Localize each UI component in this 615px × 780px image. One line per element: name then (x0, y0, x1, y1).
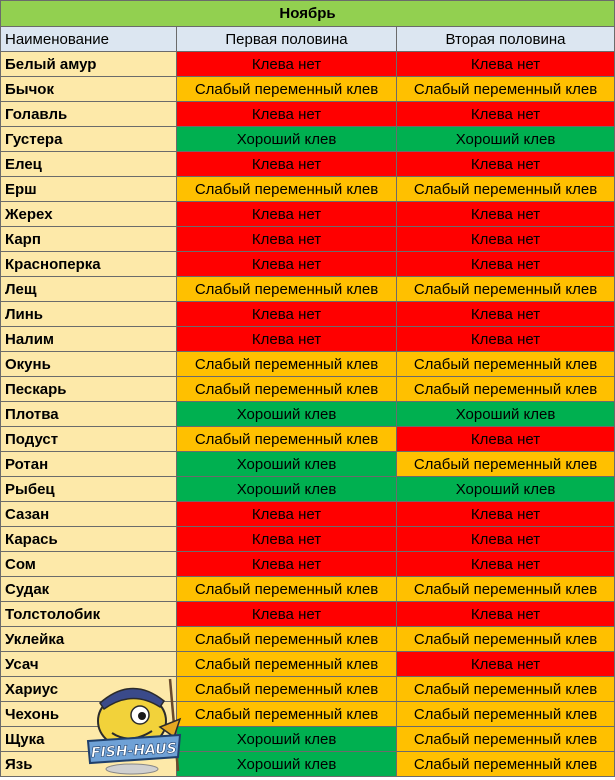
fish-name-cell: Линь (1, 302, 177, 327)
table-row (0, 177, 615, 202)
first-half-cell: Слабый переменный клев (177, 277, 397, 302)
second-half-cell: Слабый переменный клев (397, 377, 615, 402)
second-half-cell: Клева нет (397, 502, 615, 527)
fish-name-cell: Щука (1, 727, 177, 752)
second-half-cell: Слабый переменный клев (397, 727, 615, 752)
month-title: Ноябрь (0, 0, 615, 27)
first-half-cell: Хороший клев (177, 127, 397, 152)
first-half-cell: Клева нет (177, 102, 397, 127)
fish-name-cell: Толстолобик (1, 602, 177, 627)
second-half-cell: Клева нет (397, 302, 615, 327)
fish-name-cell: Окунь (1, 352, 177, 377)
second-half-cell: Слабый переменный клев (397, 677, 615, 702)
table-row (0, 352, 615, 377)
fish-name-cell: Бычок (1, 77, 177, 102)
fish-name-cell: Чехонь (1, 702, 177, 727)
first-half-cell: Клева нет (177, 252, 397, 277)
fish-name-cell: Красноперка (1, 252, 177, 277)
second-half-cell: Клева нет (397, 327, 615, 352)
second-half-cell: Клева нет (397, 152, 615, 177)
second-half-cell: Слабый переменный клев (397, 452, 615, 477)
second-half-cell: Клева нет (397, 102, 615, 127)
fish-name-cell: Жерех (1, 202, 177, 227)
fish-name-cell: Пескарь (1, 377, 177, 402)
table-row (0, 52, 615, 77)
table-header-row (0, 27, 615, 52)
second-half-cell: Слабый переменный клев (397, 627, 615, 652)
table-row (0, 627, 615, 652)
second-half-cell: Клева нет (397, 652, 615, 677)
fish-name-cell: Ротан (1, 452, 177, 477)
first-half-cell: Слабый переменный клев (177, 352, 397, 377)
first-half-cell: Клева нет (177, 152, 397, 177)
fish-name-cell: Уклейка (1, 627, 177, 652)
second-half-cell: Клева нет (397, 427, 615, 452)
first-half-cell: Слабый переменный клев (177, 77, 397, 102)
second-half-cell: Клева нет (397, 52, 615, 77)
table-row (0, 252, 615, 277)
fish-name-cell: Налим (1, 327, 177, 352)
second-half-cell: Клева нет (397, 527, 615, 552)
first-half-cell: Слабый переменный клев (177, 652, 397, 677)
fish-name-cell: Судак (1, 577, 177, 602)
fish-name-cell: Карп (1, 227, 177, 252)
fish-mascot-icon (82, 675, 186, 775)
first-half-cell: Клева нет (177, 552, 397, 577)
header-name: Наименование (1, 27, 177, 52)
first-half-cell: Хороший клев (177, 402, 397, 427)
second-half-cell: Слабый переменный клев (397, 77, 615, 102)
table-row (0, 552, 615, 577)
table-row (0, 577, 615, 602)
fish-name-cell: Язь (1, 752, 177, 777)
first-half-cell: Хороший клев (177, 477, 397, 502)
header-second-half: Вторая половина (397, 27, 615, 52)
fish-name-cell: Лещ (1, 277, 177, 302)
header-first-half: Первая половина (177, 27, 397, 52)
table-row (0, 452, 615, 477)
first-half-cell: Слабый переменный клев (177, 577, 397, 602)
second-half-cell: Хороший клев (397, 477, 615, 502)
table-row (0, 377, 615, 402)
second-half-cell: Хороший клев (397, 402, 615, 427)
first-half-cell: Клева нет (177, 227, 397, 252)
fish-name-cell: Густера (1, 127, 177, 152)
first-half-cell: Клева нет (177, 327, 397, 352)
first-half-cell: Слабый переменный клев (177, 427, 397, 452)
second-half-cell: Слабый переменный клев (397, 577, 615, 602)
second-half-cell: Слабый переменный клев (397, 352, 615, 377)
table-body (0, 52, 615, 777)
fish-name-cell: Белый амур (1, 52, 177, 77)
table-row (0, 477, 615, 502)
table-row (0, 77, 615, 102)
first-half-cell: Слабый переменный клев (177, 177, 397, 202)
logo-text: FISH-HAUS (90, 740, 178, 762)
second-half-cell: Клева нет (397, 227, 615, 252)
second-half-cell: Хороший клев (397, 127, 615, 152)
fish-name-cell: Голавль (1, 102, 177, 127)
table-row (0, 502, 615, 527)
fish-name-cell: Плотва (1, 402, 177, 427)
second-half-cell: Клева нет (397, 602, 615, 627)
second-half-cell: Клева нет (397, 202, 615, 227)
first-half-cell: Клева нет (177, 302, 397, 327)
table-row (0, 527, 615, 552)
fish-name-cell: Карась (1, 527, 177, 552)
fish-name-cell: Ерш (1, 177, 177, 202)
table-row (0, 402, 615, 427)
fish-name-cell: Сом (1, 552, 177, 577)
table-row (0, 427, 615, 452)
fish-name-cell: Рыбец (1, 477, 177, 502)
first-half-cell: Слабый переменный клев (177, 702, 397, 727)
first-half-cell: Клева нет (177, 502, 397, 527)
fish-haus-logo (82, 675, 186, 775)
table-row (0, 327, 615, 352)
second-half-cell: Слабый переменный клев (397, 177, 615, 202)
table-row (0, 202, 615, 227)
table-row (0, 127, 615, 152)
first-half-cell: Хороший клев (177, 452, 397, 477)
fish-name-cell: Усач (1, 652, 177, 677)
first-half-cell: Хороший клев (177, 752, 397, 777)
first-half-cell: Хороший клев (177, 727, 397, 752)
first-half-cell: Слабый переменный клев (177, 677, 397, 702)
fish-name-cell: Хариус (1, 677, 177, 702)
table-row (0, 277, 615, 302)
first-half-cell: Клева нет (177, 602, 397, 627)
table-row (0, 652, 615, 677)
first-half-cell: Клева нет (177, 202, 397, 227)
second-half-cell: Слабый переменный клев (397, 277, 615, 302)
table-row (0, 602, 615, 627)
second-half-cell: Клева нет (397, 552, 615, 577)
table-row (0, 102, 615, 127)
table-row (0, 152, 615, 177)
fish-name-cell: Подуст (1, 427, 177, 452)
fish-name-cell: Сазан (1, 502, 177, 527)
first-half-cell: Слабый переменный клев (177, 377, 397, 402)
second-half-cell: Клева нет (397, 252, 615, 277)
table-row (0, 302, 615, 327)
table-row (0, 227, 615, 252)
first-half-cell: Слабый переменный клев (177, 627, 397, 652)
second-half-cell: Слабый переменный клев (397, 702, 615, 727)
first-half-cell: Клева нет (177, 52, 397, 77)
fish-name-cell: Елец (1, 152, 177, 177)
second-half-cell: Слабый переменный клев (397, 752, 615, 777)
first-half-cell: Клева нет (177, 527, 397, 552)
